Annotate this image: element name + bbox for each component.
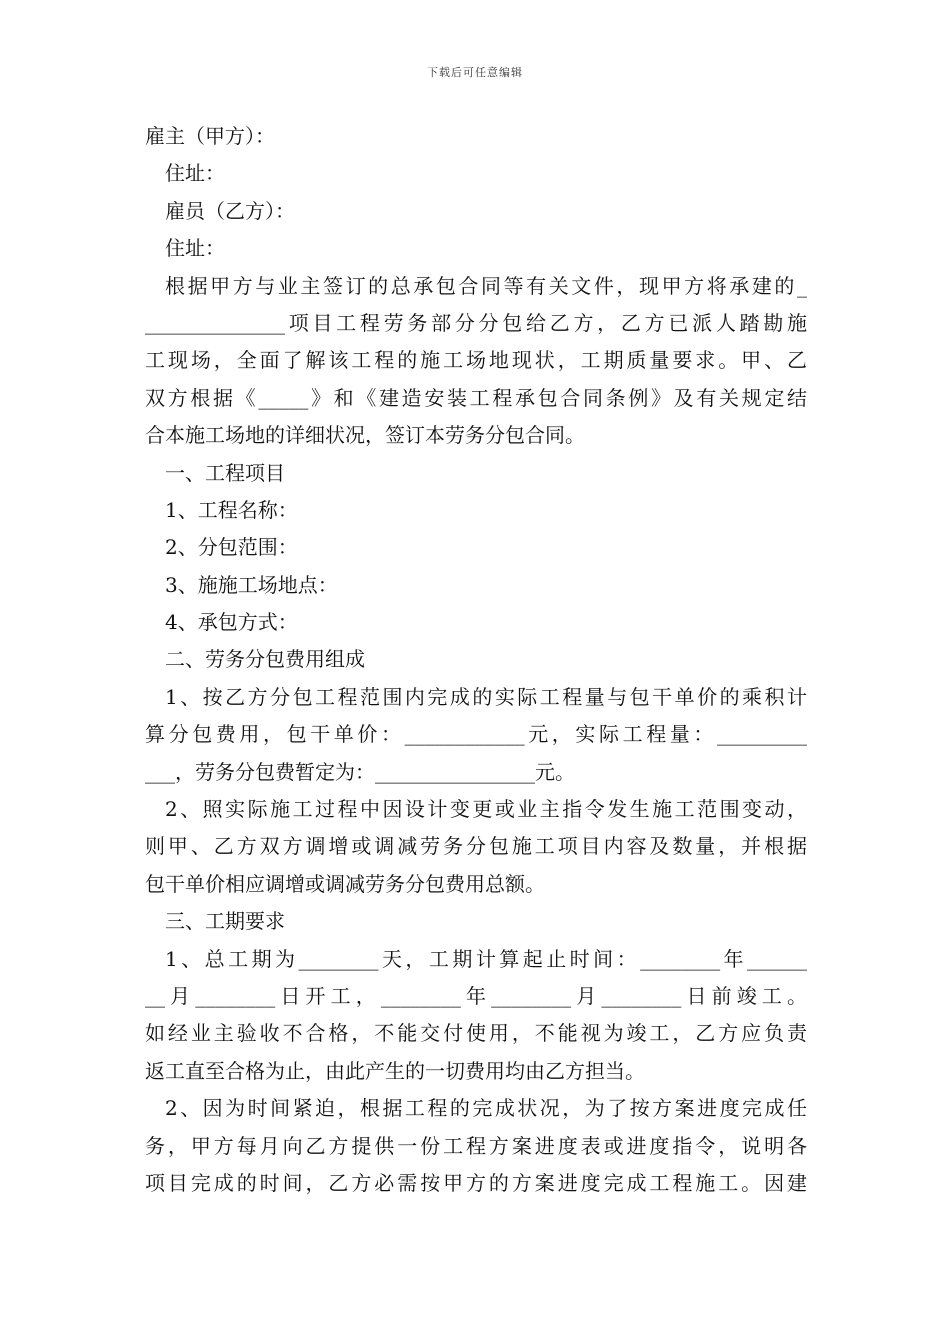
text-line: 雇员（乙方）： <box>165 198 295 223</box>
text-line: 2、照实际施工过程中因设计变更或业主指令发生施工范围变动， <box>165 797 807 822</box>
text-line: 三、工期要求 <box>165 909 285 934</box>
text-line: 合本施工场地的详细状况，签订本劳务分包合同。 <box>145 423 585 448</box>
text-line: 包干单价相应调增或调减劳务分包费用总额。 <box>145 871 545 896</box>
text-line: 住址： <box>165 236 225 261</box>
text-line: 3、施施工场地点： <box>165 572 338 597</box>
text-line: 工现场，全面了解该工程的施工场地现状，工期质量要求。甲、乙 <box>145 348 807 373</box>
text-line: 4、承包方式： <box>165 610 298 635</box>
document-body <box>145 118 807 1202</box>
text-line: 1、总工期为________天，工期计算起止时间：________年______ <box>165 946 807 971</box>
text-line: __月________日开工，________年________月________日前竣工。 <box>145 983 807 1008</box>
text-line: 一、工程项目 <box>165 460 285 485</box>
text-line: 1、按乙方分包工程范围内完成的实际工程量与包干单价的乘积计 <box>165 684 807 709</box>
text-line: 项目完成的时间，乙方必需按甲方的方案进度完成工程施工。因建 <box>145 1170 807 1195</box>
text-line: 根据甲方与业主签订的总承包合同等有关文件，现甲方将承建的_ <box>165 273 807 298</box>
text-line: 务，甲方每月向乙方提供一份工程方案进度表或进度指令，说明各 <box>145 1133 807 1158</box>
text-line: 住址： <box>165 161 225 186</box>
text-line: 则甲、乙方双方调增或调减劳务分包施工项目内容及数量，并根据 <box>145 834 807 859</box>
text-line: 2、分包范围： <box>165 535 298 560</box>
text-line: ______________项目工程劳务部分分包给乙方，乙方已派人踏勘施 <box>145 310 807 335</box>
text-line: 双方根据《_____》和《建造安装工程承包合同条例》及有关规定结 <box>145 385 807 410</box>
page-header-note: 下载后可任意编辑 <box>427 66 523 79</box>
text-line: ___，劳务分包费暂定为：________________元。 <box>145 759 575 784</box>
text-line: 返工直至合格为止，由此产生的一切费用均由乙方担当。 <box>145 1058 645 1083</box>
text-line: 1、工程名称： <box>165 497 298 522</box>
text-line: 二、劳务分包费用组成 <box>165 647 365 672</box>
text-line: 算分包费用，包干单价：____________元，实际工程量：_________ <box>145 722 807 747</box>
text-line: 2、因为时间紧迫，根据工程的完成状况，为了按方案进度完成任 <box>165 1096 807 1121</box>
text-line: 雇主（甲方）： <box>145 124 275 148</box>
text-line: 如经业主验收不合格，不能交付使用，不能视为竣工，乙方应负责 <box>145 1021 807 1046</box>
